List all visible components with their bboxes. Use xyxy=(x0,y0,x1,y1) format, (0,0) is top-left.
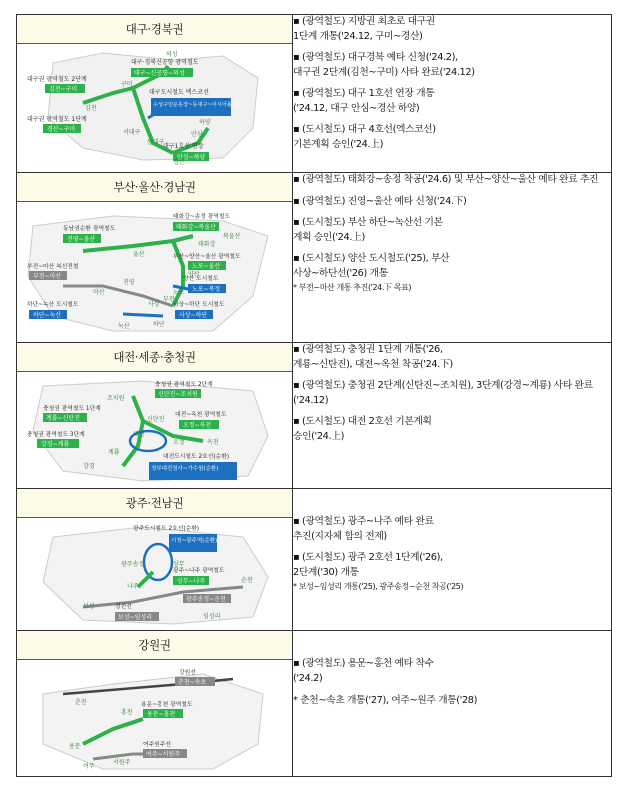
route-badge: 상무~나주 xyxy=(177,578,206,585)
line-label: 대전~옥천 광역철도 xyxy=(175,412,227,418)
route-badge: 태화강~북울산 xyxy=(176,224,216,231)
line-label: 충청권 광역철도 2단계 xyxy=(155,382,213,388)
policy-item: ▪ (광역철도) 충청권 1단계 개통('26, 계룡~신탄진), 대전~옥천 착공('24.下) xyxy=(293,344,453,370)
policy-item: ▪ (광역철도) 용문~홍천 예타 착수 ('24.2) xyxy=(293,658,434,684)
place-label: 용문 xyxy=(69,743,81,750)
place-label: 부전 xyxy=(163,296,175,303)
place-label: 상무 xyxy=(173,561,185,568)
place-label: 서대구 xyxy=(123,129,141,136)
place-label: 노포 xyxy=(173,289,185,296)
place-label: 하단 xyxy=(153,321,165,328)
policy-item: ▪ (도시철도) 대전 2호선 기본계획 승인('24.上) xyxy=(293,416,432,442)
place-label: 태화강 xyxy=(198,241,216,248)
daegu-map xyxy=(23,48,284,168)
region-header: 부산·울산·경남권 xyxy=(17,173,292,202)
policy-item: ▪ (도시철도) 광주 2호선 1단계('26), 2단계('30) 개통 xyxy=(293,552,443,578)
place-label: 안심 xyxy=(191,131,203,138)
route-badge: 오정~옥천 xyxy=(183,422,212,429)
region-header: 광주·전남권 xyxy=(17,489,292,518)
policy-item: ▪ (광역철도) 진영~울산 예타 신청('24.下) xyxy=(293,195,467,207)
place-label: 오정 xyxy=(173,439,185,446)
line-label: 부전~마산 복선전철 xyxy=(27,264,79,270)
line-label: 용문~홍천 광역철도 xyxy=(141,702,193,708)
line-label: 광주도시철도 2호선(순환) xyxy=(133,526,200,532)
place-label: 조치원 xyxy=(107,395,125,402)
place-label: 북울산 xyxy=(223,233,241,240)
place-label: 경산 xyxy=(173,159,185,166)
policy-note: * 부전~마산 개통 추진('24.下 목표) xyxy=(293,283,412,292)
route-badge: 김천~구미 xyxy=(49,86,78,93)
place-label: 사상 xyxy=(148,301,160,308)
route-badge: 신탄진~조치원 xyxy=(158,391,198,398)
place-label: 순천 xyxy=(241,577,253,584)
place-label: 대전 xyxy=(133,431,145,438)
route-badge: 노포~북정 xyxy=(192,286,221,293)
line-label: 강원선 xyxy=(179,670,196,676)
region-row xyxy=(17,15,612,173)
route-badge: 수성구민운동장~동대구~이시아폴리스 xyxy=(153,102,242,108)
policy-item: ▪ (도시철도) 부산 하단~녹산선 기본 계획 승인('24.上) xyxy=(293,217,443,243)
region-header: 강원권 xyxy=(17,631,292,660)
place-label: 진영 xyxy=(123,279,135,286)
line-label: 대전도시철도 2호선(순환) xyxy=(163,454,230,460)
line-label: 대구권 광역철도 2단계 xyxy=(27,76,87,83)
place-label: 녹산 xyxy=(118,323,130,330)
line-label: 양산 도시철도 xyxy=(183,276,219,282)
place-label: 김천 xyxy=(85,105,97,112)
route-badge: 경산~구미 xyxy=(47,126,76,133)
line-label: 사상~하단 도시철도 xyxy=(173,302,225,308)
place-label: 서원주 xyxy=(113,759,131,766)
route-badge: 여주~서원주 xyxy=(146,751,181,758)
policy-item: ▪ (광역철도) 광주~나주 예타 완료 추진(지자체 합의 전제) xyxy=(293,516,434,542)
line-label: 충청권 광역철도 1단계 xyxy=(43,406,101,412)
route-badge: 안심~하양 xyxy=(177,154,206,161)
policy-item: ▪ (도시철도) 대구 4호선(엑스코선) 기본계획 승인('24.上) xyxy=(293,124,436,150)
line-label: 광주~나주 광역철도 xyxy=(173,568,225,574)
place-label: 동대구 xyxy=(147,139,165,146)
place-label: 계룡 xyxy=(108,449,120,456)
place-label: 의성 xyxy=(166,51,178,58)
policy-item: ▪ (광역철도) 대구경북 예타 신청('24.2), 대구권 2단계(김천~구미) 사타 완료('24.12) xyxy=(293,52,475,78)
place-label: 구미 xyxy=(121,81,133,88)
route-badge: 용문~홍천 xyxy=(147,711,176,718)
place-label: 보성 xyxy=(83,603,95,610)
line-label: 대구도시철도 엑스코선 xyxy=(149,89,209,96)
place-label: 강경 xyxy=(83,463,95,470)
place-label: 신탄진 xyxy=(147,416,165,423)
region-table xyxy=(16,14,612,777)
policy-item: ▪ (광역철도) 대구 1호선 연장 개통 ('24.12, 대구 안심~경산 하양) xyxy=(293,88,435,114)
region-header: 대구·경북권 xyxy=(17,15,292,44)
line-label: 충청권 광역철도 3단계 xyxy=(27,432,85,438)
place-label: 여주 xyxy=(83,763,95,770)
place-label: 옥천 xyxy=(207,439,219,446)
place-label: 광주송정 xyxy=(121,561,145,568)
place-label: 하양 xyxy=(199,119,211,126)
place-label: 춘천 xyxy=(75,699,87,706)
line-label: 동남권순환 광역철도 xyxy=(63,226,116,232)
policy-item: ▪ (광역철도) 충청권 2단계(신탄진~조치원), 3단계(강경~계룡) 사타 완료('24.12) xyxy=(293,380,593,406)
line-label: 경전선 xyxy=(115,604,132,610)
route-badge: 부전~마산 xyxy=(33,273,62,280)
gwangju-map xyxy=(23,522,284,626)
route-badge: 춘천~속초 xyxy=(178,679,207,686)
line-label: 하단~녹산 도시철도 xyxy=(27,302,79,308)
route-badge: 광주송정~순천 xyxy=(186,596,226,603)
region-row xyxy=(17,631,612,777)
line-label: 대구1호선 연장 xyxy=(163,143,204,150)
place-label: 나주 xyxy=(127,583,139,590)
place-label: 홍천 xyxy=(121,709,133,716)
chungcheong-map xyxy=(23,376,284,484)
route-badge: 사상~하단 xyxy=(179,312,208,319)
policy-item: ▪ (광역철도) 지방권 최초로 대구권 1단계 개통('24.12, 구미~경산) xyxy=(293,16,435,42)
region-row xyxy=(17,173,612,343)
policy-note: * 춘천~속초 개통('27), 여주~원주 개통('28) xyxy=(293,695,478,706)
route-badge: 보성~임성리 xyxy=(118,614,153,621)
gangwon-map xyxy=(23,664,284,772)
line-label: 여주원주선 xyxy=(143,742,171,748)
region-row xyxy=(17,343,612,489)
route-badge: 계룡~신탄진 xyxy=(46,415,81,422)
route-badge: 시청~광주역(순환) xyxy=(171,538,218,544)
line-label: 대구권 광역철도 1단계 xyxy=(27,116,87,123)
policy-note: * 보성~임성리 개통('25), 광주송정~순천 착공('25) xyxy=(293,582,464,591)
route-badge: 강경~계룡 xyxy=(41,441,70,448)
place-label: 마산 xyxy=(93,289,105,296)
region-header: 대전·세종·충청권 xyxy=(17,343,292,372)
line-label: 대구·경북신공항 광역철도 xyxy=(131,59,199,66)
route-badge: 대구~신공항~의성 xyxy=(134,70,185,77)
region-row xyxy=(17,489,612,631)
route-badge: 하단~녹산 xyxy=(33,312,62,319)
line-label: 태화강~송정 광역철도 xyxy=(173,214,231,220)
route-badge: 진영~울산 xyxy=(67,236,96,243)
place-label: 울산 xyxy=(133,251,145,258)
busan-map xyxy=(23,206,284,336)
line-label: 부산~양산~울산 광역철도 xyxy=(173,254,241,260)
route-badge: 정부대전청사~가수원(순환) xyxy=(151,466,219,472)
route-badge: 노포~울산 xyxy=(192,263,221,270)
place-label: 양산 xyxy=(188,271,200,278)
place-label: 임성리 xyxy=(203,613,221,620)
policy-item: ▪ (도시철도) 양산 도시철도('25), 부산 사상~하단선('26) 개통 xyxy=(293,253,450,279)
policy-item: ▪ (광역철도) 태화강~송정 착공('24.6) 및 부산~양산~울산 예타 완료 추진 xyxy=(293,174,599,185)
